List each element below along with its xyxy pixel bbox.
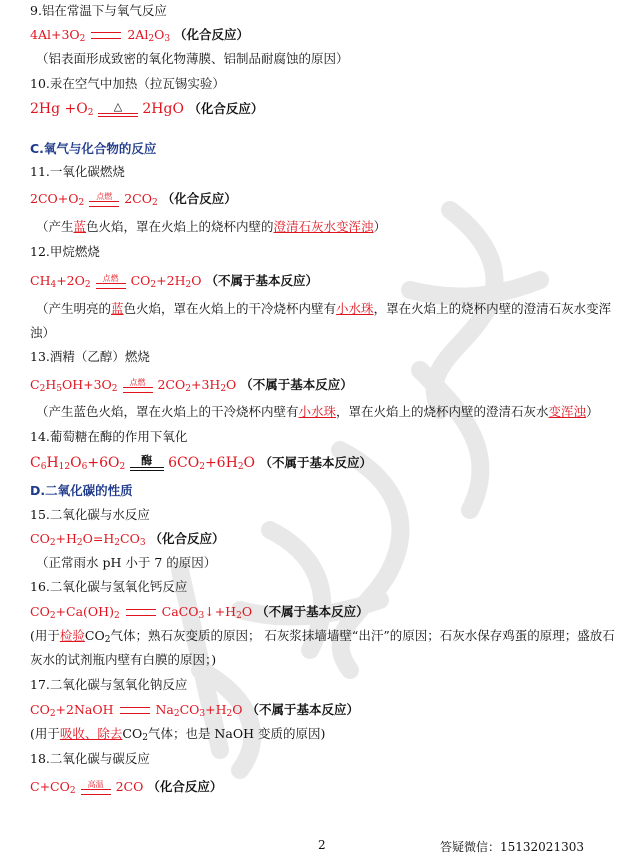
page-number: 2 [318, 838, 326, 852]
section-d-heading: D.二氧化碳的性质 [30, 483, 133, 498]
item-11-equation: $2CO+O_2$ 点燃 $2CO_2$ （化合反应） [30, 191, 237, 208]
item-16-note: (用于检验$CO_2$气体；熟石灰变质的原因； 石灰浆抹墙墙壁“出汗”的原因；石灰水保存鸡蛋的原理；盛放石 [30, 628, 615, 645]
item-9-equation: $4Al+3O_2$ $2Al_2O_3$ （化合反应） [30, 27, 250, 44]
item-11-title: 11.一氧化碳燃烧 [30, 164, 125, 179]
item-16-note-cont: 灰水的试剂瓶内壁有白膜的原因；) [30, 652, 217, 667]
item-9-title: 9.铝在常温下与氧气反应 [30, 3, 167, 18]
item-14-title: 14.葡萄糖在酶的作用下氧化 [30, 429, 188, 444]
item-17-title: 17.二氧化碳与氢氧化钠反应 [30, 677, 188, 692]
item-16-equation: $CO_2+Ca(OH)_2$ $CaCO_3↓+H_2O$ （不属于基本反应） [30, 604, 369, 621]
item-18-title: 18.二氧化碳与碳反应 [30, 751, 150, 766]
item-15-note: （正常雨水 pH 小于 7 的原因） [36, 555, 217, 570]
item-13-equation: $C_2H_5OH+3O_2$ 点燃 $2CO_2+3H_2O$ （不属于基本反应） [30, 377, 353, 394]
footer-contact: 答疑微信：15132021303 [440, 840, 584, 854]
item-14-equation: $C_6H_{12}O_6+6O_2$ 酶 $6CO_2+6H_2O$ （不属于基本反应） [30, 454, 372, 472]
item-15-title: 15.二氧化碳与水反应 [30, 507, 150, 522]
item-16-title: 16.二氧化碳与氢氧化钙反应 [30, 579, 188, 594]
item-18-equation: $C+CO_2$ 高温 2CO （化合反应） [30, 779, 223, 796]
item-13-note: （产生蓝色火焰，罩在火焰上的干冷烧杯内壁有小水珠，罩在火焰上的烧杯内壁的澄清石灰水变浑浊） [36, 404, 599, 419]
item-15-equation: $CO_2+H_2O=H_2CO_3$ （化合反应） [30, 531, 225, 548]
item-13-title: 13.酒精（乙醇）燃烧 [30, 349, 150, 364]
item-11-note: （产生蓝色火焰，罩在火焰上的烧杯内壁的澄清石灰水变浑浊） [36, 219, 387, 234]
item-12-title: 12.甲烷燃烧 [30, 244, 100, 259]
item-12-equation: $CH_4+2O_2$ 点燃 $CO_2+2H_2O$ （不属于基本反应） [30, 273, 318, 290]
item-17-note: (用于吸收、除去$CO_2$气体；也是 NaOH 变质的原因) [30, 726, 326, 743]
item-10-equation: $2Hg +O_2$ △ 2HgO （化合反应） [30, 100, 264, 118]
item-10-title: 10.汞在空气中加热（拉瓦锡实验） [30, 76, 225, 91]
item-12-note-cont: 浊） [30, 325, 56, 340]
item-9-note: （铝表面形成致密的氧化物薄膜、铝制品耐腐蚀的原因） [36, 51, 349, 66]
section-c-heading: C.氧气与化合物的反应 [30, 141, 157, 156]
item-17-equation: $CO_2+2NaOH$ $Na_2CO_3+H_2O$ （不属于基本反应） [30, 702, 360, 719]
item-12-note: （产生明亮的蓝色火焰，罩在火焰上的干冷烧杯内壁有小水珠，罩在火焰上的烧杯内壁的澄清石灰水变浑 [36, 301, 612, 316]
